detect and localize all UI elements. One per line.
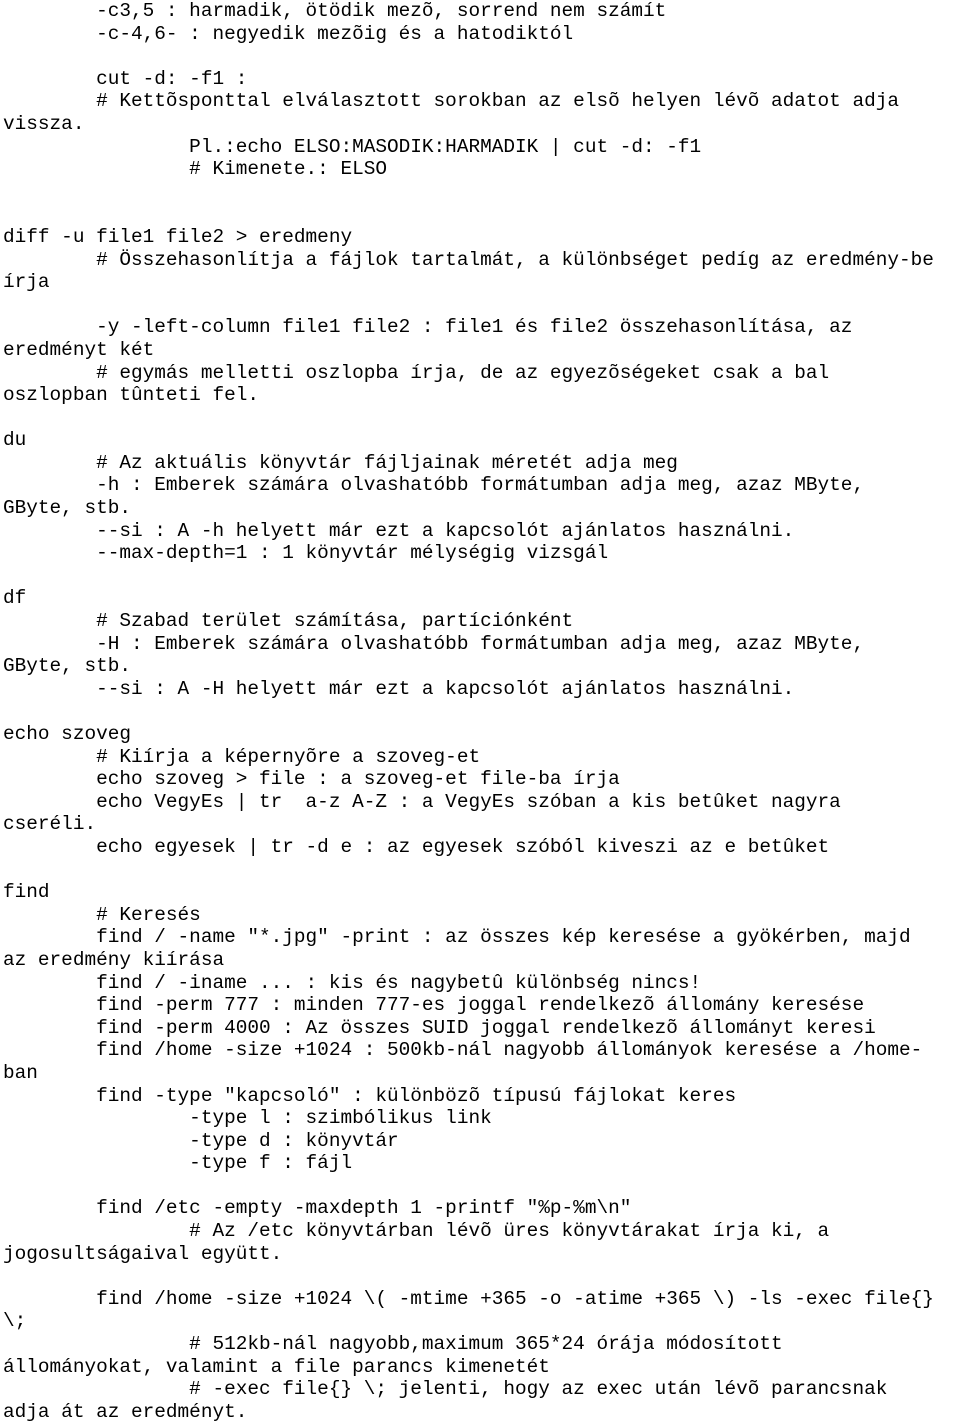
text-line: -type l : szimbólikus link	[3, 1107, 492, 1130]
text-line: find / -iname ... : kis és nagybetû különbség nincs!	[3, 971, 702, 994]
text-line: find -perm 777 : minden 777-es joggal rendelkezõ állomány keresése	[3, 994, 865, 1017]
text-line: # Keresés	[3, 903, 201, 926]
text-line: echo VegyEs | tr a-z A-Z : a VegyEs szóban a kis betûket nagyra	[3, 790, 841, 813]
text-line: ban	[3, 1061, 38, 1084]
text-line: -H : Emberek számára olvashatóbb formátumban adja meg, azaz MByte,	[3, 632, 865, 655]
text-line: cseréli.	[3, 813, 97, 836]
text-line: --si : A -H helyett már ezt a kapcsolót ajánlatos használni.	[3, 677, 795, 700]
text-line: # Az aktuális könyvtár fájljainak méretét adja meg	[3, 451, 678, 474]
blank-line	[0, 181, 960, 204]
text-line: adja át az eredményt.	[3, 1400, 248, 1423]
text-line: # Kiírja a képernyõre a szoveg-et	[3, 745, 481, 768]
text-line: # Szabad terület számítása, partíciónként	[3, 610, 574, 633]
text-line: find /etc -empty -maxdepth 1 -printf "%p-%m\n"	[3, 1197, 632, 1220]
text-line: # Kettõsponttal elválasztott sorokban az elsõ helyen lévõ adatot adja	[3, 90, 899, 113]
text-line: GByte, stb.	[3, 497, 131, 520]
text-line: állományokat, valamint a file parancs kimenetét	[3, 1355, 550, 1378]
text-line: -type d : könyvtár	[3, 1129, 399, 1152]
text-line: --si : A -h helyett már ezt a kapcsolót ajánlatos használni.	[3, 519, 795, 542]
text-line: # egymás melletti oszlopba írja, de az egyezõségeket csak a bal	[3, 361, 830, 384]
text-line: du	[3, 429, 27, 452]
text-line: az eredmény kiírása	[3, 948, 225, 971]
text-line: -c-4,6- : negyedik mezõig és a hatodiktól	[3, 22, 574, 45]
blank-line	[0, 1175, 960, 1198]
text-line: find /home -size +1024 : 500kb-nál nagyobb állományok keresése a /home-	[3, 1039, 923, 1062]
text-line: # Összehasonlítja a fájlok tartalmát, a különbséget pedíg az eredmény-be	[3, 248, 934, 271]
text-line: find / -name "*.jpg" -print : az összes kép keresése a gyökérben, majd	[3, 926, 911, 949]
text-line: vissza.	[3, 112, 85, 135]
text-line: # 512kb-nál nagyobb,maximum 365*24 órája módosított	[3, 1333, 783, 1356]
text-line: find	[3, 881, 50, 904]
text-line: Pl.:echo ELSO:MASODIK:HARMADIK | cut -d: -f1	[3, 135, 702, 158]
text-line: --max-depth=1 : 1 könyvtár mélységig vizsgál	[3, 542, 609, 565]
text-line: cut -d: -f1 :	[3, 67, 248, 90]
blank-line	[0, 700, 960, 723]
text-line: diff -u file1 file2 > eredmeny	[3, 225, 353, 248]
blank-line	[0, 565, 960, 588]
text-line: írja	[3, 271, 50, 294]
blank-line	[0, 1265, 960, 1288]
text-line: -y -left-column file1 file2 : file1 és file2 összehasonlítása, az	[3, 316, 853, 339]
blank-line	[0, 407, 960, 430]
text-line: # -exec file{} \; jelenti, hogy az exec után lévõ parancsnak	[3, 1378, 888, 1401]
text-line: -h : Emberek számára olvashatóbb formátumban adja meg, azaz MByte,	[3, 474, 865, 497]
blank-line	[0, 294, 960, 317]
text-line: # Kimenete.: ELSO	[3, 158, 387, 181]
text-line: -type f : fájl	[3, 1152, 353, 1175]
blank-line	[0, 859, 960, 882]
text-line: echo szoveg > file : a szoveg-et file-ba írja	[3, 768, 620, 791]
text-line: oszlopban tûnteti fel.	[3, 384, 259, 407]
text-line: eredményt két	[3, 338, 155, 361]
text-line: \;	[3, 1310, 27, 1333]
text-line: find -type "kapcsoló" : különbözõ típusú fájlokat keres	[3, 1084, 737, 1107]
text-line: find /home -size +1024 \( -mtime +365 -o -atime +365 \) -ls -exec file{}	[3, 1287, 934, 1310]
blank-line	[0, 45, 960, 68]
text-line: find -perm 4000 : Az összes SUID joggal rendelkezõ állományt keresi	[3, 1016, 876, 1039]
text-line: jogosultságaival együtt.	[3, 1242, 283, 1265]
text-line: df	[3, 587, 27, 610]
text-line: echo egyesek | tr -d e : az egyesek szóból kiveszi az e betûket	[3, 835, 830, 858]
text-line: echo szoveg	[3, 723, 131, 745]
blank-line	[0, 203, 960, 226]
text-line: GByte, stb.	[3, 655, 131, 678]
text-line: # Az /etc könyvtárban lévõ üres könyvtárakat írja ki, a	[3, 1220, 830, 1243]
text-line: -c3,5 : harmadik, ötödik mezõ, sorrend nem számít	[3, 0, 667, 22]
